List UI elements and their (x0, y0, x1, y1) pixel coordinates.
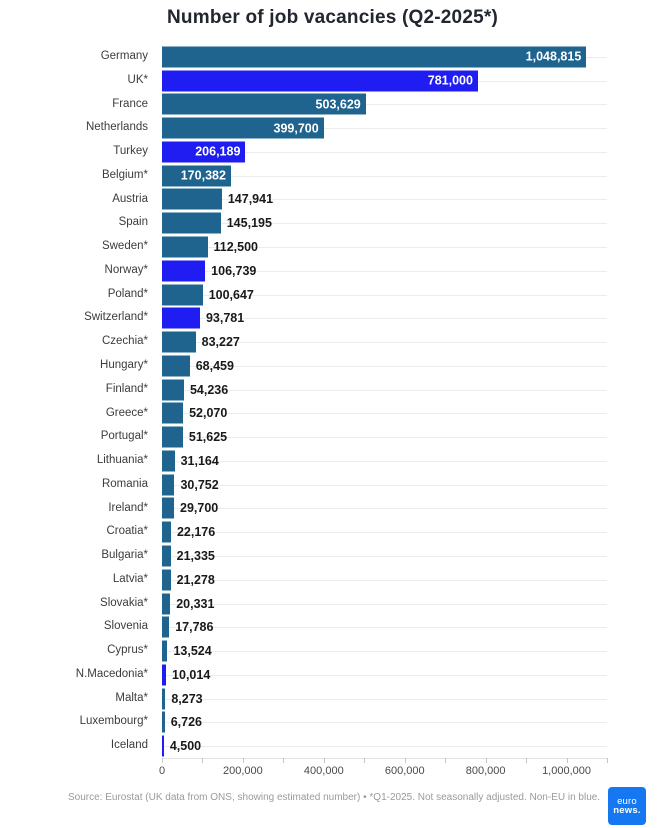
country-label: Turkey (113, 145, 148, 158)
row-gridline (162, 461, 607, 462)
bar-portugal[interactable] (162, 427, 183, 448)
country-label: Germany (100, 50, 148, 62)
bar-poland[interactable] (162, 284, 203, 305)
x-axis-tick (607, 758, 608, 763)
row-gridline (162, 532, 607, 533)
euronews-logo[interactable] (608, 787, 646, 825)
bar-row (162, 93, 607, 117)
value-label: 30,752 (180, 477, 219, 492)
country-label: Slovakia* (100, 596, 148, 609)
country-label: Bulgaria* (101, 549, 148, 562)
bar-row (162, 259, 607, 283)
bar-sweden[interactable] (162, 237, 208, 258)
country-label: Switzerland* (84, 311, 148, 324)
bar-row (162, 188, 607, 212)
x-axis-tick-label: 200,000 (223, 765, 263, 777)
country-label: Greece* (105, 406, 148, 419)
x-axis-tick (243, 758, 244, 763)
bar-lithuania[interactable] (162, 450, 175, 471)
country-label: Belgium* (101, 168, 148, 181)
bar-row (162, 425, 607, 449)
bar-luxembourg[interactable] (162, 712, 165, 733)
source-note (68, 791, 616, 805)
source-text: Source: Eurostat (UK data from ONS, showing estimated number) • *Q1-2025. Not seasonally adjusted. Non-EU in blue. (68, 792, 601, 803)
country-label: Poland* (107, 287, 148, 300)
row-gridline (162, 580, 607, 581)
bar-row (162, 164, 607, 188)
bar-row (162, 497, 607, 521)
country-label: Hungary* (100, 358, 148, 371)
row-gridline (162, 390, 607, 391)
bar-finland[interactable] (162, 379, 184, 400)
value-label: 8,273 (171, 691, 203, 706)
row-gridline (162, 627, 607, 628)
bar-latvia[interactable] (162, 569, 171, 590)
bar-row (162, 69, 607, 93)
bar-row (162, 306, 607, 330)
country-label: Norway* (104, 263, 148, 276)
value-label: 31,164 (180, 453, 219, 468)
bar-row (162, 140, 607, 164)
bar-malta[interactable] (162, 688, 165, 709)
country-label: Latvia* (112, 572, 148, 585)
bar-row (162, 116, 607, 140)
bar-nmacedonia[interactable] (162, 664, 166, 685)
value-label: 17,786 (175, 620, 214, 635)
x-axis-tick (202, 758, 203, 763)
x-axis (158, 758, 607, 782)
bar-row (162, 710, 607, 734)
value-label: 147,941 (227, 192, 274, 207)
country-label: UK* (127, 73, 148, 86)
bar-belgium[interactable] (162, 165, 231, 186)
bar-romania[interactable] (162, 474, 174, 495)
euronews-logo-line2: news. (613, 805, 641, 816)
bar-row (162, 544, 607, 568)
country-label: Croatia* (106, 525, 148, 538)
country-label: Austria (112, 192, 148, 205)
country-label: Lithuania* (96, 454, 148, 467)
bar-row (162, 520, 607, 544)
bar-spain[interactable] (162, 213, 221, 234)
bar-ireland[interactable] (162, 498, 174, 519)
x-axis-tick-label: 800,000 (465, 765, 506, 777)
bar-row (162, 592, 607, 616)
x-axis-tick-label: 0 (158, 765, 166, 777)
row-gridline (162, 675, 607, 676)
bar-row (162, 235, 607, 259)
value-label: 112,500 (213, 240, 258, 254)
country-label: Ireland* (108, 501, 148, 514)
row-gridline (162, 722, 607, 723)
country-label: Netherlands (85, 121, 148, 134)
row-gridline (162, 699, 607, 700)
value-label: 29,700 (180, 501, 219, 516)
x-axis-tick (405, 758, 406, 763)
bar-hungary[interactable] (162, 355, 190, 376)
value-label: 399,700 (273, 121, 319, 136)
row-gridline (162, 556, 607, 557)
bar-row (162, 378, 607, 402)
value-label: 20,331 (176, 596, 215, 611)
x-axis-tick (445, 758, 446, 763)
country-label: Iceland (110, 739, 148, 752)
bar-row (162, 449, 607, 473)
bar-iceland[interactable] (162, 736, 164, 757)
value-label: 21,278 (176, 572, 215, 587)
category-label-column (0, 45, 155, 758)
value-label: 106,739 (211, 263, 257, 278)
chart-title: Number of job vacancies (Q2-2025*) (167, 7, 498, 28)
value-label: 1,048,815 (525, 49, 582, 64)
bar-slovenia[interactable] (162, 617, 169, 638)
row-gridline (162, 485, 607, 486)
bar-slovakia[interactable] (162, 593, 170, 614)
country-label: Slovenia (103, 620, 148, 633)
bar-row (162, 663, 607, 687)
bar-row (162, 687, 607, 711)
value-label: 781,000 (427, 73, 473, 88)
value-label: 145,195 (226, 216, 272, 231)
value-label: 206,189 (195, 144, 241, 159)
bar-row (162, 45, 607, 69)
value-label: 68,459 (195, 358, 234, 373)
x-axis-tick (486, 758, 487, 763)
row-gridline (162, 508, 607, 509)
bar-row (162, 615, 607, 639)
row-gridline (162, 746, 607, 747)
value-label: 10,014 (172, 667, 211, 682)
bar-row (162, 734, 607, 758)
value-label: 4,500 (169, 739, 202, 754)
x-axis-tick (364, 758, 365, 763)
country-label: Malta* (115, 691, 148, 704)
bar-norway[interactable] (162, 260, 205, 281)
value-label: 21,335 (176, 548, 215, 563)
bar-czechia[interactable] (162, 332, 196, 353)
value-label: 83,227 (201, 335, 240, 350)
country-label: Portugal* (100, 430, 148, 443)
row-gridline (162, 413, 607, 414)
country-label: N.Macedonia* (75, 667, 148, 680)
country-label: France (112, 97, 148, 110)
bar-greece[interactable] (162, 403, 183, 424)
bar-austria[interactable] (162, 189, 222, 210)
bar-switzerland[interactable] (162, 308, 200, 329)
x-axis-tick (162, 758, 163, 763)
country-label: Cyprus* (107, 644, 148, 657)
row-gridline (162, 604, 607, 605)
x-axis-tick-label: 600,000 (384, 765, 425, 777)
row-gridline (162, 437, 607, 438)
row-gridline (162, 651, 607, 652)
x-axis-tick (283, 758, 284, 763)
value-label: 22,176 (176, 525, 216, 540)
bar-netherlands[interactable] (162, 118, 324, 139)
euronews-logo-line1: euro (617, 795, 637, 807)
country-label: Czechia* (101, 335, 148, 348)
country-label: Sweden* (101, 240, 148, 253)
country-label: Spain (118, 216, 148, 229)
bar-germany[interactable] (162, 46, 586, 67)
x-axis-tick (324, 758, 325, 763)
value-label: 52,070 (189, 406, 228, 421)
bar-row (162, 354, 607, 378)
plot-area (162, 45, 607, 758)
value-label: 51,625 (188, 430, 228, 445)
x-axis-tick (526, 758, 527, 763)
bar-row (162, 211, 607, 235)
x-axis-tick (567, 758, 568, 763)
bar-row (162, 330, 607, 354)
bar-france[interactable] (162, 94, 366, 115)
bar-croatia[interactable] (162, 522, 171, 543)
value-label: 54,236 (189, 382, 229, 397)
bar-bulgaria[interactable] (162, 545, 171, 566)
bar-row (162, 473, 607, 497)
value-label: 13,524 (173, 644, 212, 659)
bar-turkey[interactable] (162, 141, 245, 162)
value-label: 170,382 (180, 168, 226, 183)
country-label: Finland* (105, 382, 148, 395)
bar-row (162, 283, 607, 307)
value-label: 503,629 (315, 97, 361, 112)
country-label: Romania (101, 477, 148, 490)
bar-cyprus[interactable] (162, 641, 167, 662)
bar-row (162, 568, 607, 592)
country-label: Luxembourg* (79, 715, 148, 728)
x-axis-tick-label: 1,000,000 (542, 765, 591, 777)
value-label: 100,647 (208, 287, 254, 302)
x-axis-tick-label: 400,000 (303, 765, 344, 777)
value-label: 93,781 (205, 311, 245, 326)
bar-row (162, 639, 607, 663)
value-label: 6,726 (170, 715, 202, 730)
bar-row (162, 402, 607, 426)
x-axis-line (162, 758, 607, 759)
bar-uk[interactable] (162, 70, 478, 91)
